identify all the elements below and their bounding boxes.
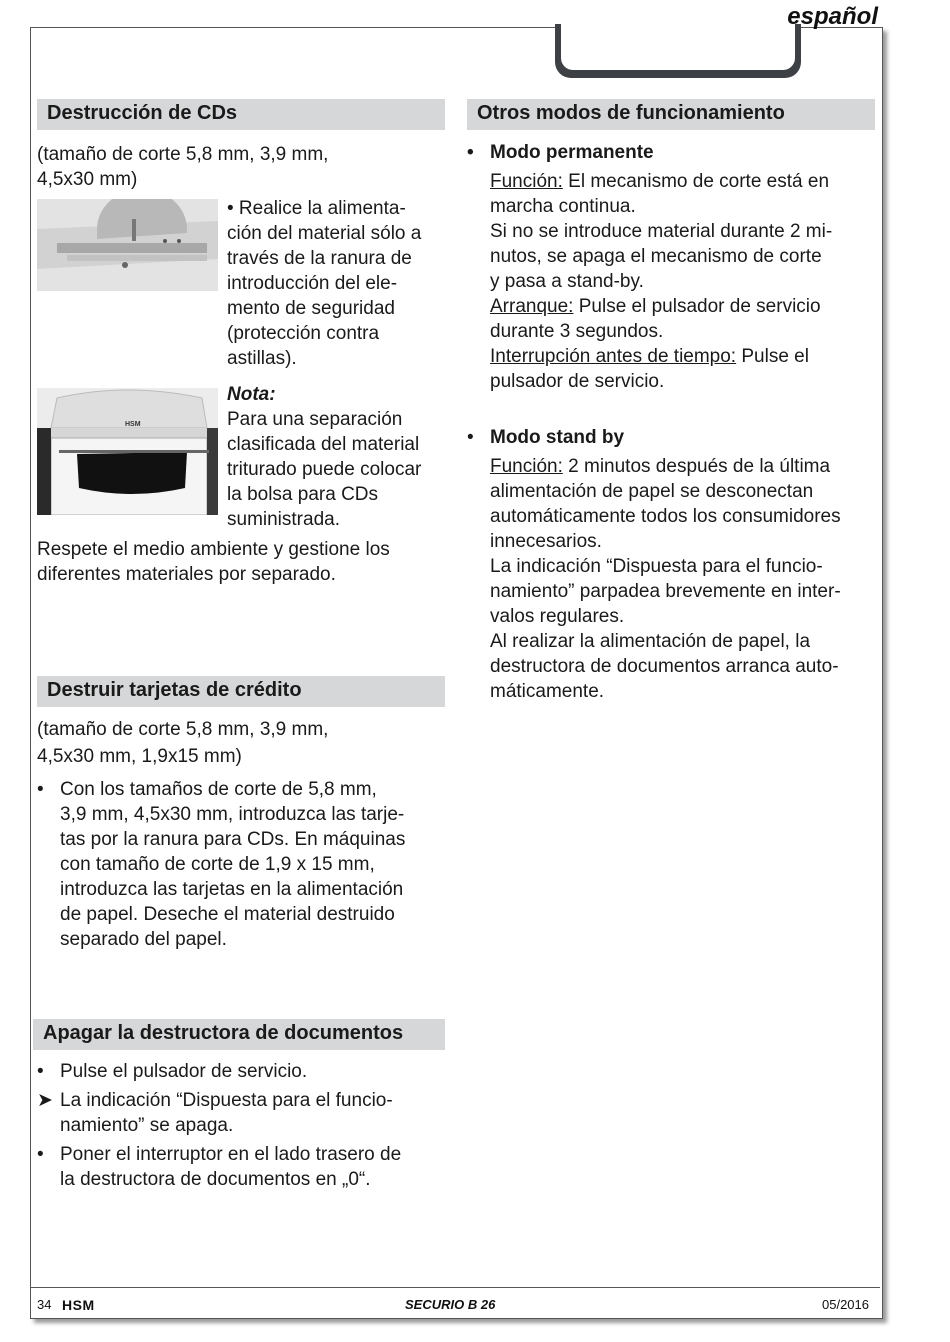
shredder-bag-image <box>37 388 218 515</box>
section-title-cds: Destrucción de CDs <box>37 99 445 130</box>
cards-size-line: 4,5x30 mm, 1,9x15 mm) <box>37 746 242 767</box>
cd-slot-image <box>37 199 218 291</box>
cds-size-line: (tamaño de corte 5,8 mm, 3,9 mm, <box>37 144 329 165</box>
mode-permanent-name: Modo permanente <box>490 142 654 163</box>
model-name: SECURIO B 26 <box>405 1297 496 1312</box>
list-item: ➤ La indicación “Dispuesta para el funcio- namiento” se apaga. <box>37 1090 393 1136</box>
cds-size <box>37 142 447 192</box>
start-label: Arranque: <box>490 296 574 317</box>
cards-item: • Con los tamaños de corte de 5,8 mm, 3,9 mm, 4,5x30 mm, introduzca las tarje- tas por la ranura para CDs. En máquinas con tamaño de corte de 1,9 x 15 mm, introduzca las tarjetas en la alimentación de papel. Deseche el material destruido separado del papel. <box>37 779 406 950</box>
note-label: Nota: <box>227 384 276 405</box>
stop-label: Interrupción antes de tiempo: <box>490 346 737 367</box>
bullet-marker: • <box>37 779 44 800</box>
mode-standby-name: Modo stand by <box>490 427 625 448</box>
environment-note: Respete el medio ambiente y gestione los diferentes materiales por separado. <box>37 539 390 585</box>
list-item: • Pulse el pulsador de servicio. <box>37 1061 308 1082</box>
mode-standby: • Modo stand by Función: 2 minutos después de la última alimentación de papel se desconectan automáticamente todos los consumidores innecesarios. La indicación “Dispuesta para el funcio- namiento” parpadea brevemente en inter- valos regulares. Al realizar la alimentación de papel, la destructora de documentos arranca auto- máticamente. <box>467 425 877 704</box>
off-list <box>37 1059 449 1192</box>
cds-note: Nota: Para una separación clasificada del material triturado puede colocar la bolsa para CDs suministrada. <box>227 382 449 532</box>
arrow-icon: ➤ <box>37 1090 53 1111</box>
function-label: Función: <box>490 171 563 192</box>
section-title-cards: Destruir tarjetas de crédito <box>37 676 445 707</box>
brand-logo: HSM <box>62 1297 95 1313</box>
language-tab <box>555 24 801 78</box>
section-title-off: Apagar la destructora de documentos <box>33 1019 445 1050</box>
machine-logo: HSM <box>125 421 141 428</box>
footer-divider <box>31 1287 880 1288</box>
cds-instruction: • Realice la alimenta- ción del material sólo a través de la ranura de introducción del ele- mento de seguridad (protección contra astillas). <box>227 198 422 369</box>
cards-size <box>37 716 447 770</box>
edition-date: 05/2016 <box>822 1297 869 1312</box>
language-label: español <box>787 3 878 30</box>
function-label: Función: <box>490 456 563 477</box>
section-title-modes: Otros modos de funcionamiento <box>467 99 875 130</box>
cds-size-line: 4,5x30 mm) <box>37 169 138 190</box>
cards-size-line: (tamaño de corte 5,8 mm, 3,9 mm, <box>37 719 329 740</box>
list-item: • Poner el interruptor en el lado trasero de la destructora de documentos en „0“. <box>37 1144 402 1190</box>
mode-permanent: • Modo permanente Función: El mecanismo de corte está en marcha continua. Si no se introduce material durante 2 mi- nutos, se apaga el mecanismo de corte y pasa a stand-by. Arranque: Pulse el pulsador de servicio durante 3 segundos. Interrupción antes de tiempo: Pulse el pulsador de servicio. <box>467 140 877 394</box>
page-number: 34 <box>37 1297 52 1312</box>
